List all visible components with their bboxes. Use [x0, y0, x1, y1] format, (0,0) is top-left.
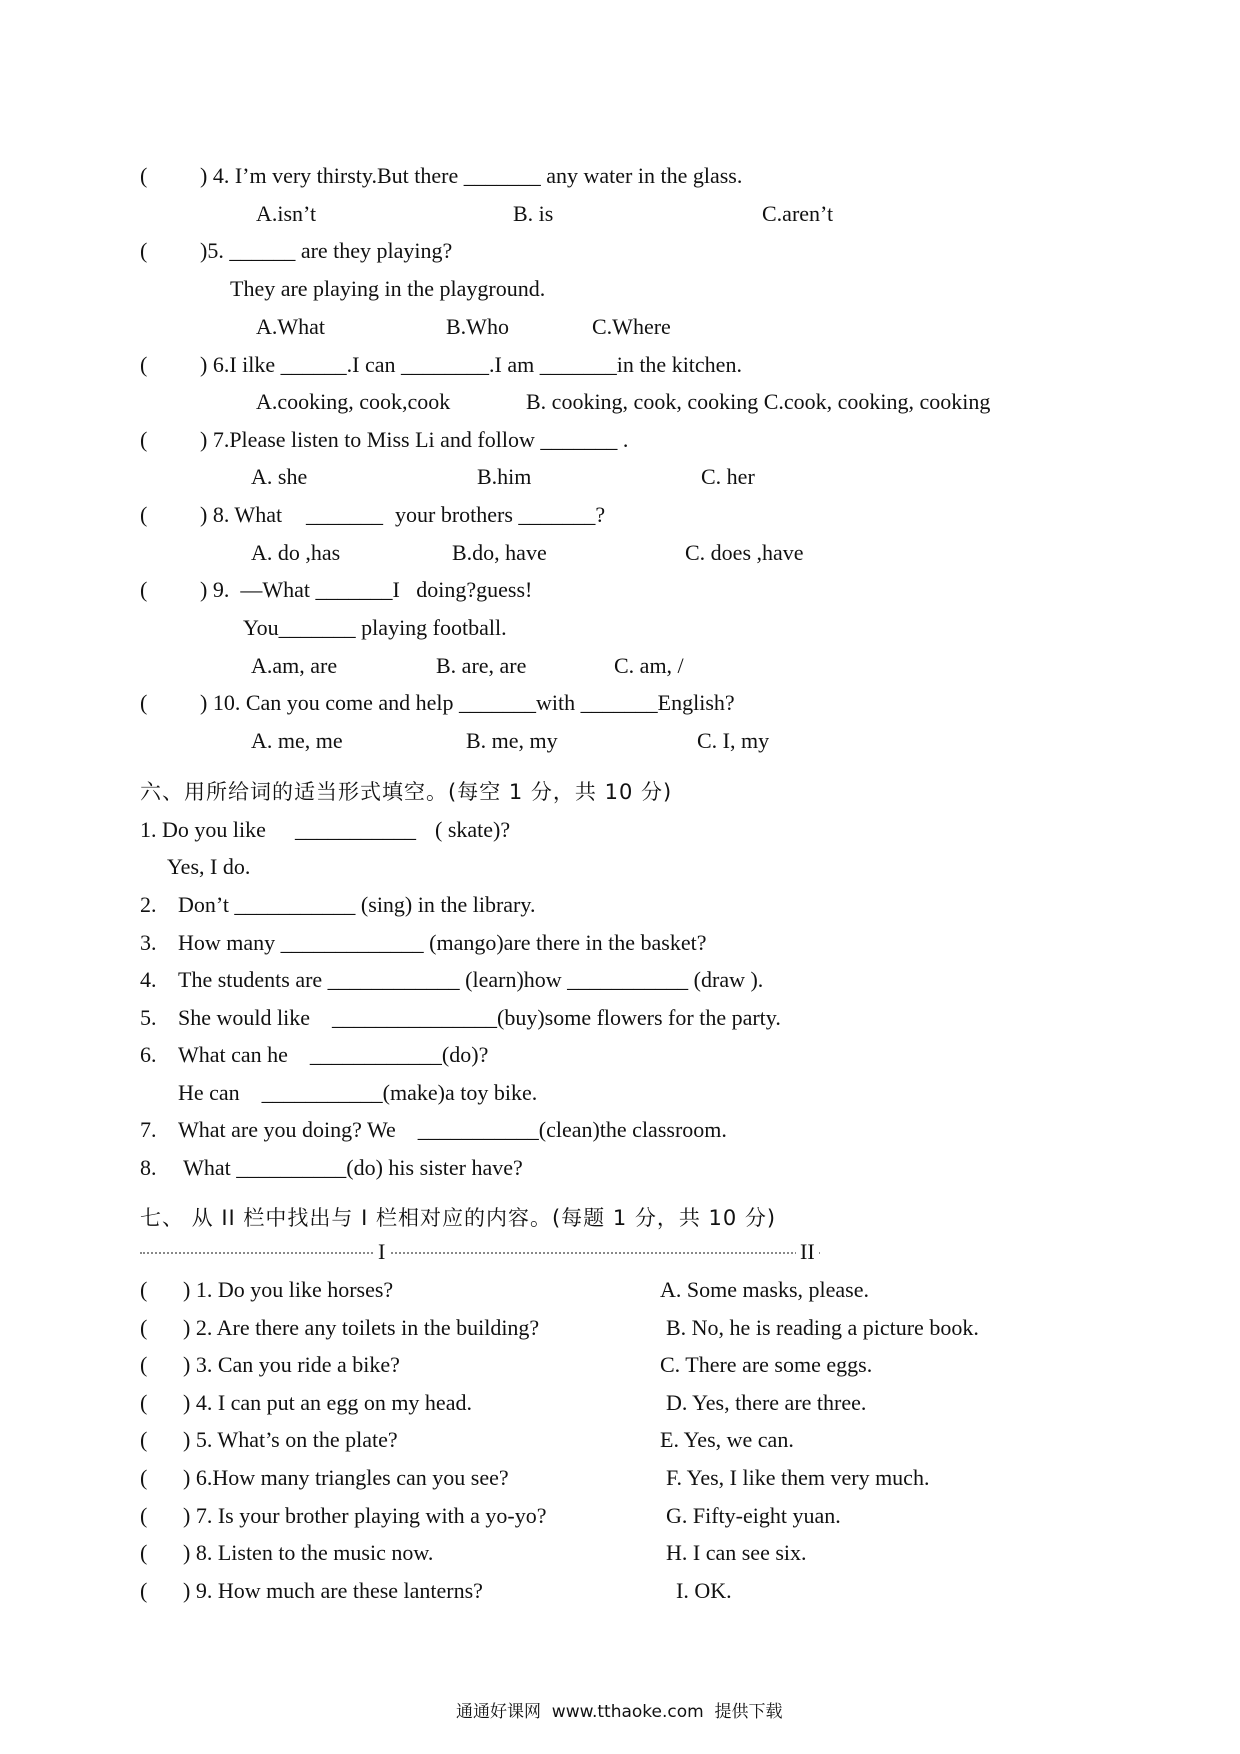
option-c: C. does ,have — [685, 540, 804, 565]
item-label: 8. — [140, 1155, 157, 1180]
match-answer: H. I can see six. — [666, 1540, 807, 1566]
match-answer: F. Yes, I like them very much. — [666, 1465, 930, 1490]
option-a: A. me, me — [251, 728, 343, 753]
item-text: The students are ____________ (learn)how ___________ (draw ). — [178, 967, 764, 992]
answer-paren: ( — [140, 1465, 148, 1490]
item-text: Don’t ___________ (sing) in the library. — [178, 892, 536, 917]
match-question: ) 7. Is your brother playing with a yo-yo? — [183, 1502, 547, 1528]
question-text: ) 9. —What _______I doing?guess! — [200, 577, 533, 602]
answer-paren: ( — [140, 238, 148, 263]
option-c: C. her — [701, 464, 755, 489]
question-text: ) 6.I ilke ______.I can ________.I am _______in the kitchen. — [200, 352, 742, 377]
match-question: ) 8. Listen to the music now. — [183, 1540, 434, 1566]
option-b: B.Who — [446, 314, 509, 339]
answer-paren: ( — [140, 1502, 148, 1528]
footer-credit: 通通好课网 www.tthaoke.com 提供下载 — [456, 1702, 783, 1722]
option-bc: B. cooking, cook, cooking C.cook, cooking, cooking — [526, 389, 991, 414]
question-text: ) 7.Please listen to Miss Li and follow _______ . — [200, 427, 629, 452]
item-label: 6. — [140, 1042, 157, 1067]
column-divider-dots — [140, 1248, 820, 1254]
column-header-i: I — [374, 1238, 389, 1266]
option-a: A.isn’t — [256, 201, 317, 226]
match-question: ) 3. Can you ride a bike? — [183, 1352, 400, 1378]
match-question: ) 6.How many triangles can you see? — [183, 1465, 509, 1490]
question-text: ) 8. What — [200, 502, 283, 527]
match-answer: A. Some masks, please. — [660, 1277, 869, 1302]
match-answer: G. Fifty-eight yuan. — [666, 1502, 841, 1528]
item-rest: ( skate)? — [435, 817, 511, 842]
item-text: How many _____________ (mango)are there in the basket? — [178, 930, 707, 955]
answer-paren: ( — [140, 577, 148, 602]
option-b: B.him — [477, 464, 532, 489]
match-answer: B. No, he is reading a picture book. — [666, 1314, 979, 1340]
option-c: C. am, / — [614, 653, 684, 678]
option-c: C. I, my — [697, 728, 770, 753]
match-question: ) 2. Are there any toilets in the building? — [183, 1314, 540, 1340]
answer-paren: ( — [140, 690, 148, 715]
item-label: 1. Do you like — [140, 817, 266, 842]
column-header-ii: II — [796, 1238, 819, 1266]
answer-text: They are playing in the playground. — [230, 276, 546, 301]
option-a: A. do ,has — [251, 540, 341, 565]
option-c: C.Where — [592, 314, 671, 339]
answer-paren: ( — [140, 1577, 148, 1603]
item-blank: ___________ — [295, 817, 416, 842]
question-text: ) 4. I’m very thirsty.But there _______ any water in the glass. — [200, 163, 743, 188]
question-text-rest: your brothers _______? — [395, 502, 606, 527]
item-label: 2. — [140, 892, 157, 917]
answer-paren: ( — [140, 502, 148, 527]
option-b: B. me, my — [466, 728, 558, 753]
item-label: 3. — [140, 930, 157, 955]
answer-paren: ( — [140, 1352, 148, 1378]
item-label: 4. — [140, 967, 157, 992]
item-text: She would like _______________(buy)some flowers for the party. — [178, 1005, 781, 1030]
section-6-heading: 六、用所给词的适当形式填空。(每空 1 分，共 10 分) — [140, 780, 673, 804]
option-b: B.do, have — [452, 540, 547, 565]
answer-paren: ( — [140, 1540, 148, 1566]
answer-paren: ( — [140, 1314, 148, 1340]
item-label: 7. — [140, 1117, 157, 1142]
match-answer: D. Yes, there are three. — [666, 1389, 867, 1415]
option-c: C.aren’t — [762, 201, 834, 226]
answer-text: You_______ playing football. — [243, 615, 507, 640]
answer-paren: ( — [140, 1389, 148, 1415]
match-question: ) 4. I can put an egg on my head. — [183, 1389, 472, 1415]
match-question: ) 1. Do you like horses? — [183, 1277, 394, 1302]
option-a: A. she — [251, 464, 308, 489]
match-question: ) 5. What’s on the plate? — [183, 1427, 398, 1453]
answer-paren: ( — [140, 163, 148, 188]
section-7-heading: 七、 从 II 栏中找出与 I 栏相对应的内容。(每题 1 分，共 10 分) — [140, 1206, 777, 1230]
question-text: ) 10. Can you come and help _______with _______English? — [200, 690, 735, 715]
question-text: )5. ______ are they playing? — [200, 238, 453, 263]
match-answer: E. Yes, we can. — [660, 1427, 794, 1453]
option-b: B. are, are — [436, 653, 527, 678]
item-text: Yes, I do. — [167, 854, 251, 879]
option-a: A.cooking, cook,cook — [256, 389, 451, 414]
item-text: What __________(do) his sister have? — [178, 1155, 523, 1180]
item-text: What can he ____________(do)? — [178, 1042, 489, 1067]
item-text: He can ___________(make)a toy bike. — [178, 1080, 538, 1105]
answer-paren: ( — [140, 427, 148, 452]
item-label: 5. — [140, 1005, 157, 1030]
option-a: A.What — [256, 314, 326, 339]
option-b: B. is — [513, 201, 554, 226]
answer-paren: ( — [140, 1277, 148, 1302]
option-a: A.am, are — [251, 653, 338, 678]
match-question: ) 9. How much are these lanterns? — [183, 1577, 483, 1603]
match-answer: C. There are some eggs. — [660, 1352, 873, 1378]
fill-item-1-answer — [167, 853, 251, 909]
item-text: What are you doing? We ___________(clean)the classroom. — [178, 1117, 727, 1142]
match-answer: I. OK. — [676, 1577, 732, 1603]
question-blank: _______ — [306, 502, 383, 527]
answer-paren: ( — [140, 1427, 148, 1453]
answer-paren: ( — [140, 352, 148, 377]
